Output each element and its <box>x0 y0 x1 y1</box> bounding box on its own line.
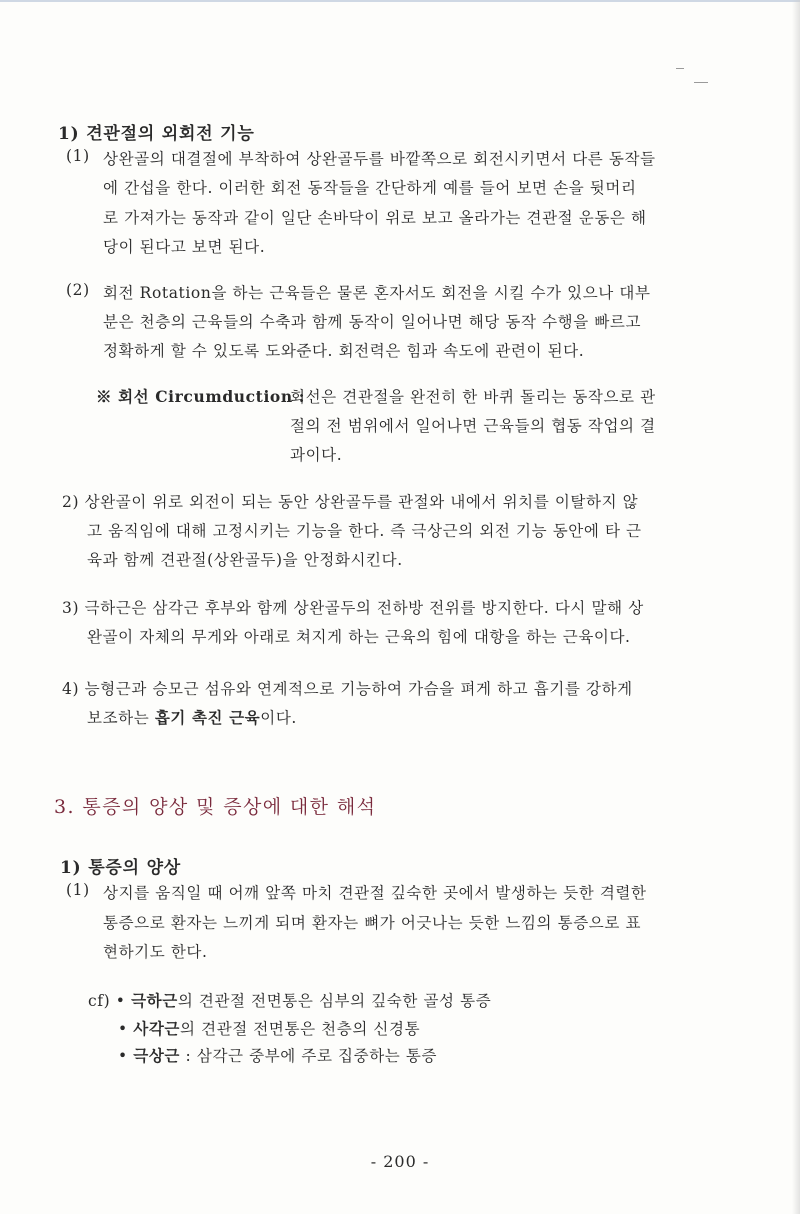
text-line: 상완골의 대결절에 부착하여 상완골두를 바깥쪽으로 회전시키면서 다른 동작들 <box>103 150 656 168</box>
emphasis-text: 사각근 <box>133 1019 181 1038</box>
text-line: 4) 능형근과 승모근 섬유와 연계적으로 기능하여 가슴을 펴게 하고 흡기를 강하게 <box>62 680 633 698</box>
text-fragment: : 삼각근 중부에 주로 집중하는 통증 <box>180 1047 438 1065</box>
cf-line <box>118 1044 437 1066</box>
text-fragment: 이다. <box>260 709 297 727</box>
page-right-edge <box>792 0 800 1214</box>
cf-line <box>118 1017 420 1039</box>
text-fragment: 의 견관절 전면통은 천층의 신경통 <box>180 1020 421 1038</box>
item-number: (1) <box>66 881 90 899</box>
page-top-edge <box>0 0 800 2</box>
text-line: 회전 Rotation을 하는 근육들은 물론 혼자서도 회전을 시킬 수가 있으나 대부 <box>103 284 651 302</box>
item-number: (1) <box>66 147 90 165</box>
text-line: 상지를 움직일 때 어깨 앞쪽 마치 견관절 깊숙한 곳에서 발생하는 듯한 격렬한 <box>103 884 647 902</box>
emphasis-text: 극상근 <box>133 1046 181 1065</box>
scan-mark <box>694 82 708 83</box>
sub-heading: 1) 통증의 양상 <box>60 858 182 878</box>
cf-prefix: cf) • <box>88 992 126 1010</box>
text-line: 육과 함께 견관절(상완골두)을 안정화시킨다. <box>87 551 403 569</box>
text-fragment: 보조하는 <box>87 709 155 727</box>
text-line: 정확하게 할 수 있도록 도와준다. 회전력은 힘과 속도에 관련이 된다. <box>103 342 585 360</box>
bullet: • <box>118 1020 128 1038</box>
emphasis-text: 극하근 <box>131 991 178 1010</box>
text-line: 당이 된다고 보면 된다. <box>103 238 266 256</box>
text-line: 2) 상완골이 위로 외전이 되는 동안 상완골두를 관절와 내에서 위치를 이탈하지 않 <box>62 493 639 511</box>
text-line: 로 가져가는 동작과 같이 일단 손바닥이 위로 보고 올라가는 견관절 운동은 해 <box>103 209 647 227</box>
text-line: 통증으로 환자는 느끼게 되며 환자는 뼈가 어긋나는 듯한 느낌의 통증으로 표 <box>103 914 642 932</box>
text-line: 고 움직임에 대해 고정시키는 기능을 한다. 즉 극상근의 외전 기능 동안에 타 근 <box>87 522 642 540</box>
bullet: • <box>118 1047 128 1065</box>
cf-line <box>88 989 491 1011</box>
scan-mark <box>676 68 684 69</box>
text-line <box>87 706 297 728</box>
text-line: 현하기도 한다. <box>103 943 208 961</box>
text-line: 분은 천층의 근육들의 수축과 함께 동작이 일어나면 해당 동작 수행을 빠르고 <box>103 313 642 331</box>
section-heading: 1) 견관절의 외회전 기능 <box>58 124 255 144</box>
item-number: (2) <box>66 281 90 299</box>
chapter-section-title: 3. 통증의 양상 및 증상에 대한 해석 <box>54 796 377 818</box>
text-line: 완골이 자체의 무게와 아래로 쳐지게 하는 근육의 힘에 대항을 하는 근육이다. <box>87 628 631 646</box>
note-line: 과이다. <box>290 446 343 464</box>
text-line: 에 간섭을 한다. 이러한 회전 동작들을 간단하게 예를 들어 보면 손을 뒷머리 <box>103 179 637 197</box>
text-fragment: 의 견관절 전면통은 심부의 깊숙한 골성 통증 <box>177 992 492 1010</box>
page-number: - 200 - <box>370 1152 430 1171</box>
text-line: 3) 극하근은 삼각근 후부와 함께 상완골두의 전하방 전위를 방지한다. 다시 말해 상 <box>62 599 644 617</box>
note-label: ※ 회선 Circumduction : <box>96 387 306 406</box>
note-line: 절의 전 범위에서 일어나면 근육들의 협동 작업의 결 <box>290 417 656 435</box>
note-line: 회선은 견관절을 완전히 한 바퀴 돌리는 동작으로 관 <box>290 388 656 406</box>
emphasis-text: 흡기 촉진 근육 <box>154 708 261 727</box>
